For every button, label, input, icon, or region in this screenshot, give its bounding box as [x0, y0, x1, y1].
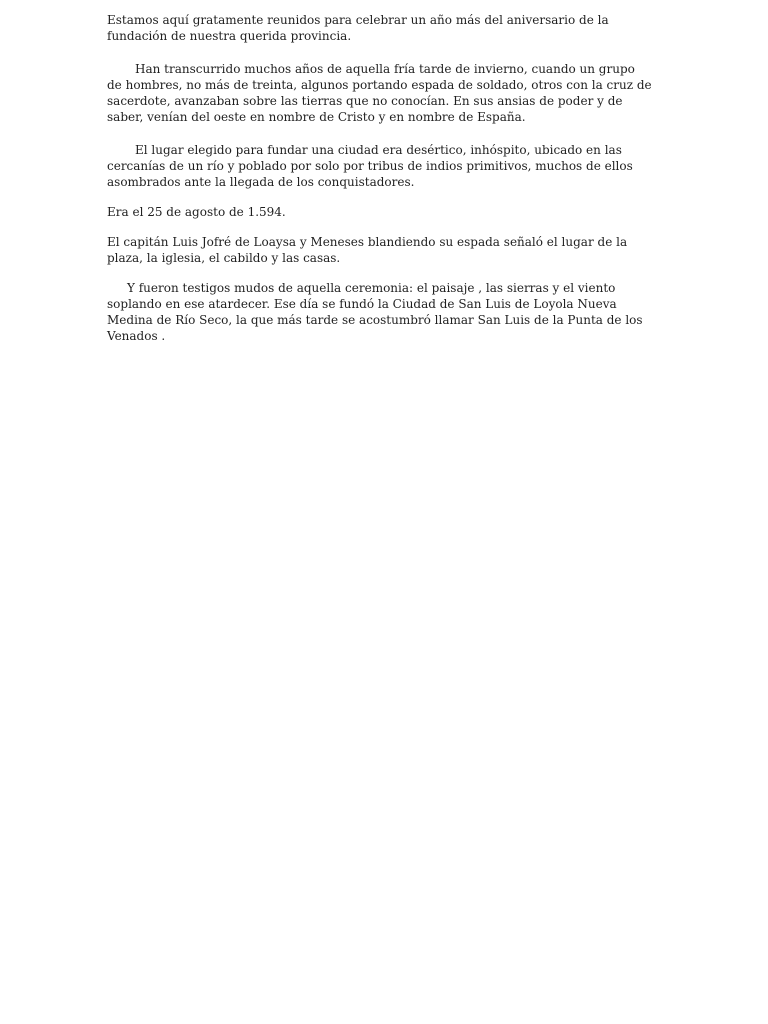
paragraph-history: Han transcurrido muchos años de aquella fría tarde de invierno, cuando un grupo de hombres, no más de treinta, algunos portando espada de soldado, otros con la cruz de sacerdote, avanzaban sobre las tierras que no conocían. En sus ansias de poder y de saber, venían del oeste en nombre de Cristo y en nombre de España.: [107, 62, 652, 124]
paragraph-intro: Estamos aquí gratamente reunidos para celebrar un año más del aniversario de la fundación de nuestra querida provincia.: [107, 13, 609, 43]
paragraph-foundation: Y fueron testigos mudos de aquella ceremonia: el paisaje , las sierras y el viento soplando en ese atardecer. Ese día se fundó la Ciudad de San Luis de Loyola Nueva Medina de Río Seco, la que más tarde se acostumbró llamar San Luis de la Punta de los Venados .: [107, 281, 643, 343]
document-body: [107, 12, 652, 344]
paragraph-captain: El capitán Luis Jofré de Loaysa y Meneses blandiendo su espada señaló el lugar de la plaza, la iglesia, el cabildo y las casas.: [107, 235, 628, 265]
paragraph-date: Era el 25 de agosto de 1.594.: [107, 205, 286, 219]
paragraph-place: El lugar elegido para fundar una ciudad era desértico, inhóspito, ubicado en las cercanías de un río y poblado por solo por tribus de indios primitivos, muchos de ellos asombrados ante la llegada de los conquistadores.: [107, 143, 633, 189]
